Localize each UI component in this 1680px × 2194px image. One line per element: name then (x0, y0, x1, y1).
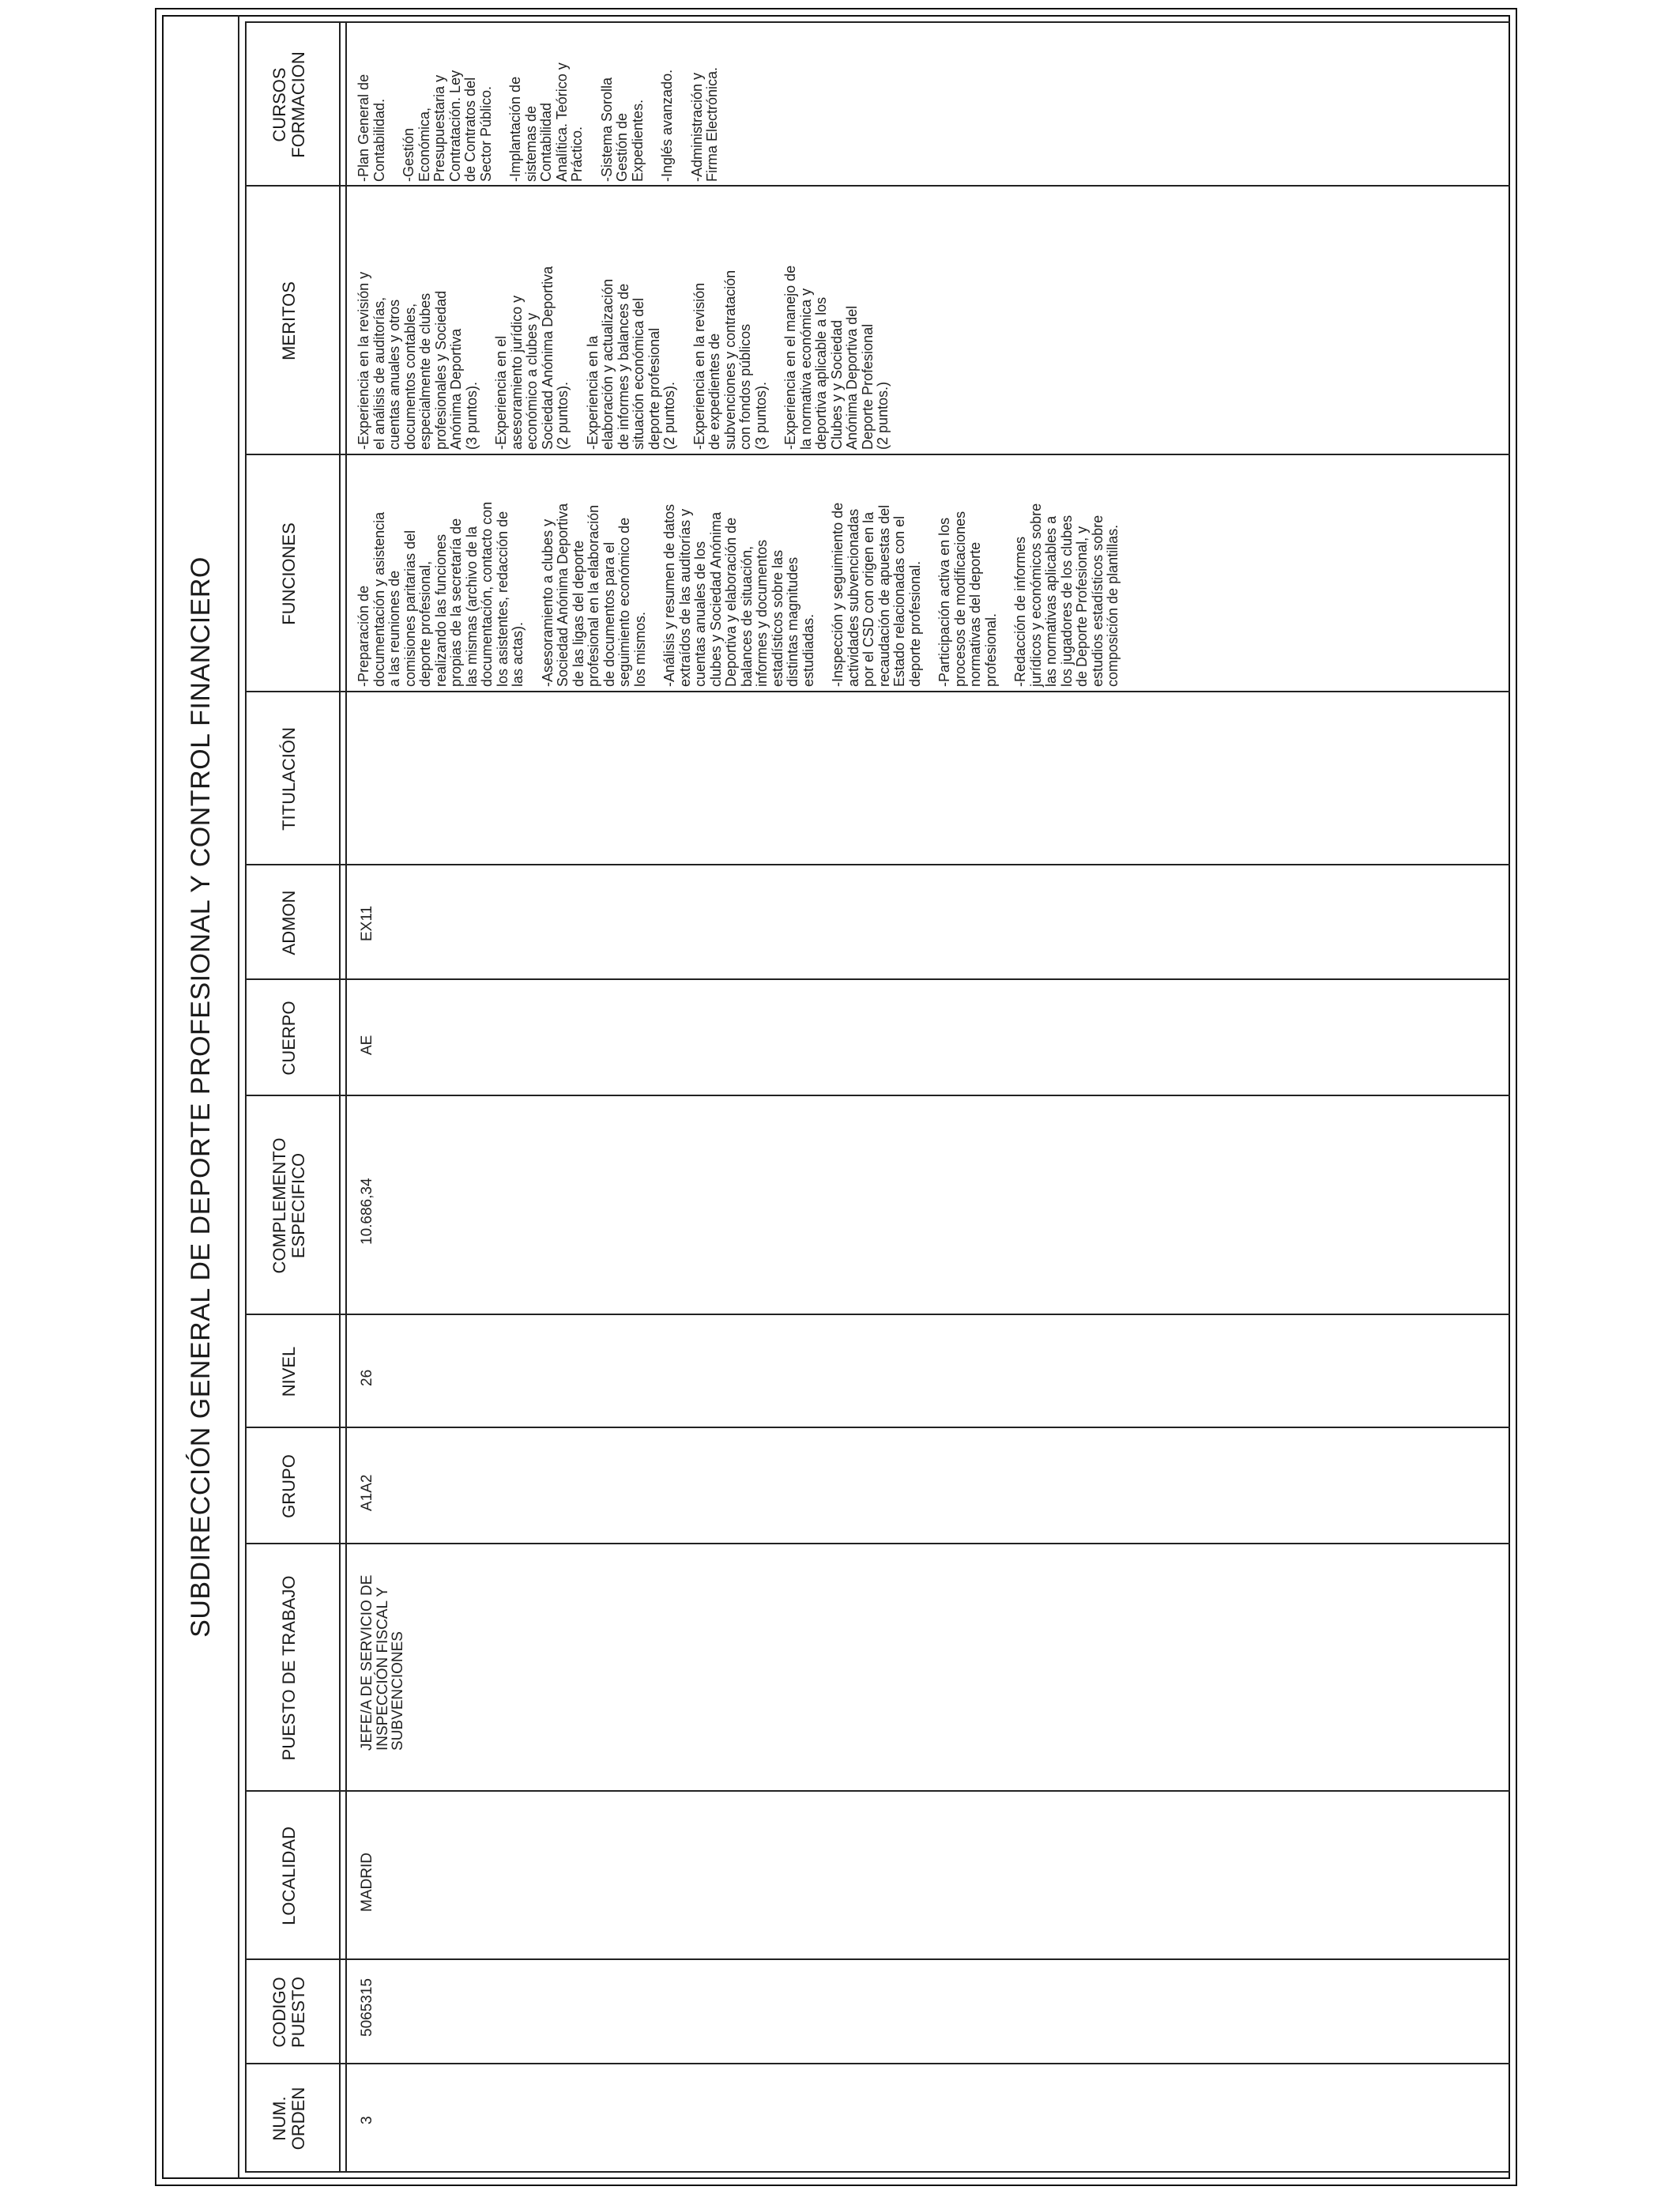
funcion-item: -Análisis y resumen de datos extraídos de las auditorías y cuentas anuales de los clubes y Sociedad Anónima Deportiva y elaboración de balances de situación, informes y documentos estadísticos sobre las distintas magnitudes estudiadas. (661, 503, 816, 687)
header-cuerpo: CUERPO (279, 1001, 299, 1076)
merito-item: -Experiencia en la elaboración y actualización de informes y balances de situación económica del deporte profesional (2 puntos). (584, 278, 677, 450)
header-num-orden: NUM. ORDEN (269, 2087, 308, 2151)
curso-item: -Implantación de sistemas de Contabilidad Analítica. Teórico y Práctico. (507, 62, 585, 182)
cell-admon: EX11 (359, 905, 375, 941)
header-cursos: CURSOS FORMACION (269, 51, 308, 158)
header-complemento: COMPLEMENTO ESPECIFICO (269, 1137, 308, 1274)
col-sep (245, 1427, 1510, 1429)
cell-funciones (356, 458, 1136, 687)
col-sep (245, 865, 1510, 866)
page-title: SUBDIRECCIÓN GENERAL DE DEPORTE PROFESIONAL Y CONTROL FINANCIERO (185, 556, 216, 1638)
col-sep (245, 2064, 1510, 2065)
header-localidad: LOCALIDAD (279, 1826, 299, 1925)
merito-item: -Experiencia en la revisión y el análisis de auditorías, cuentas anuales y otros documentos contables, especialmente de clubes profesionales y Sociedad Anónima Deportiva (3 puntos). (356, 271, 480, 450)
col-sep (245, 1095, 1510, 1097)
cell-complemento: 10.686,34 (359, 1178, 375, 1245)
header-nivel: NIVEL (279, 1346, 299, 1397)
col-sep (245, 979, 1510, 981)
col-sep (245, 692, 1510, 693)
curso-item: -Gestión Económica, Presupuestaria y Contratación. Ley de Contratos del Sector Público. (401, 70, 494, 182)
col-sep (245, 1544, 1510, 1545)
col-sep (245, 1959, 1510, 1961)
header-rule-bottom (339, 21, 341, 2173)
cell-cuerpo: AE (359, 1035, 375, 1055)
col-sep (245, 1314, 1510, 1316)
col-sep (245, 186, 1510, 187)
cell-num-orden: 3 (359, 2116, 375, 2124)
header-puesto: PUESTO DE TRABAJO (279, 1575, 299, 1761)
funcion-item: -Inspección y seguimiento de actividades subvencionadas por el CSD con origen en la recaudación de apuestas del Estado relacionadas con el deporte profesional. (830, 502, 923, 687)
col-sep (245, 1791, 1510, 1793)
col-sep (245, 454, 1510, 456)
body-rule-top (345, 21, 347, 2173)
funcion-item: -Asesoramiento a clubes y Sociedad Anónima Deportiva de las ligas del deporte profesional en la elaboración de documentos para el seguimiento económico de los mismos. (539, 503, 648, 687)
header-grupo: GRUPO (279, 1454, 299, 1518)
curso-item: -Inglés avanzado. (659, 69, 675, 182)
cell-grupo: A1A2 (359, 1474, 375, 1511)
col-sep (245, 22, 1510, 24)
header-codigo-puesto: CODIGO PUESTO (269, 1976, 308, 2049)
cell-localidad: MADRID (359, 1853, 375, 1912)
merito-item: -Experiencia en la revisión de expedientes de subvenciones y contratación con fondos públicos (3 puntos). (691, 270, 769, 450)
curso-item: -Plan General de Contabilidad. (356, 74, 387, 182)
curso-item: -Administración y Firma Electrónica. (688, 66, 720, 182)
cell-puesto: JEFE/A DE SERVICIO DE INSPECCIÓN FISCAL Y SUBVENCIONES (359, 1574, 406, 1751)
rotated-table-sheet (162, 15, 1510, 2179)
merito-item: -Experiencia en el asesoramiento jurídico y económico a clubes y Sociedad Anónima Deportiva (2 puntos). (493, 266, 571, 450)
header-funciones: FUNCIONES (279, 522, 299, 625)
header-admon: ADMON (279, 890, 299, 956)
funcion-item: -Preparación de documentación y asistencia a las reuniones de comisiones paritarias del deporte profesional, realizando las funciones propias de la secretaría de las mismas (archivo de la documentación, contacto con los asistentes, redacción de las actas). (356, 501, 525, 687)
header-meritos: MERITOS (279, 281, 299, 360)
curso-item: -Sistema Sorolla Gestión de Expedientes. (598, 77, 646, 182)
cell-meritos (356, 189, 906, 450)
funcion-item: -Redacción de informes jurídicos y económicos sobre las normativas aplicables a los jugadores de los clubes de Deporte Profesional, y estudios estadísticos sobre composición de plantillas. (1012, 503, 1121, 687)
cell-codigo-puesto: 5065315 (359, 1978, 375, 2037)
col-sep (245, 2172, 1510, 2173)
merito-item: -Experiencia en el manejo de la normativa económica y deportiva aplicable a los Clubes y y Sociedad Anónima Deportiva del Deporte Profesional (2 puntos.) (782, 265, 891, 450)
funcion-item: -Participación activa en los procesos de modificaciones normativas del deporte profesional. (936, 511, 999, 687)
cell-nivel: 26 (359, 1369, 375, 1386)
header-titulacion: TITULACIÓN (279, 727, 299, 831)
cell-cursos (356, 24, 735, 182)
